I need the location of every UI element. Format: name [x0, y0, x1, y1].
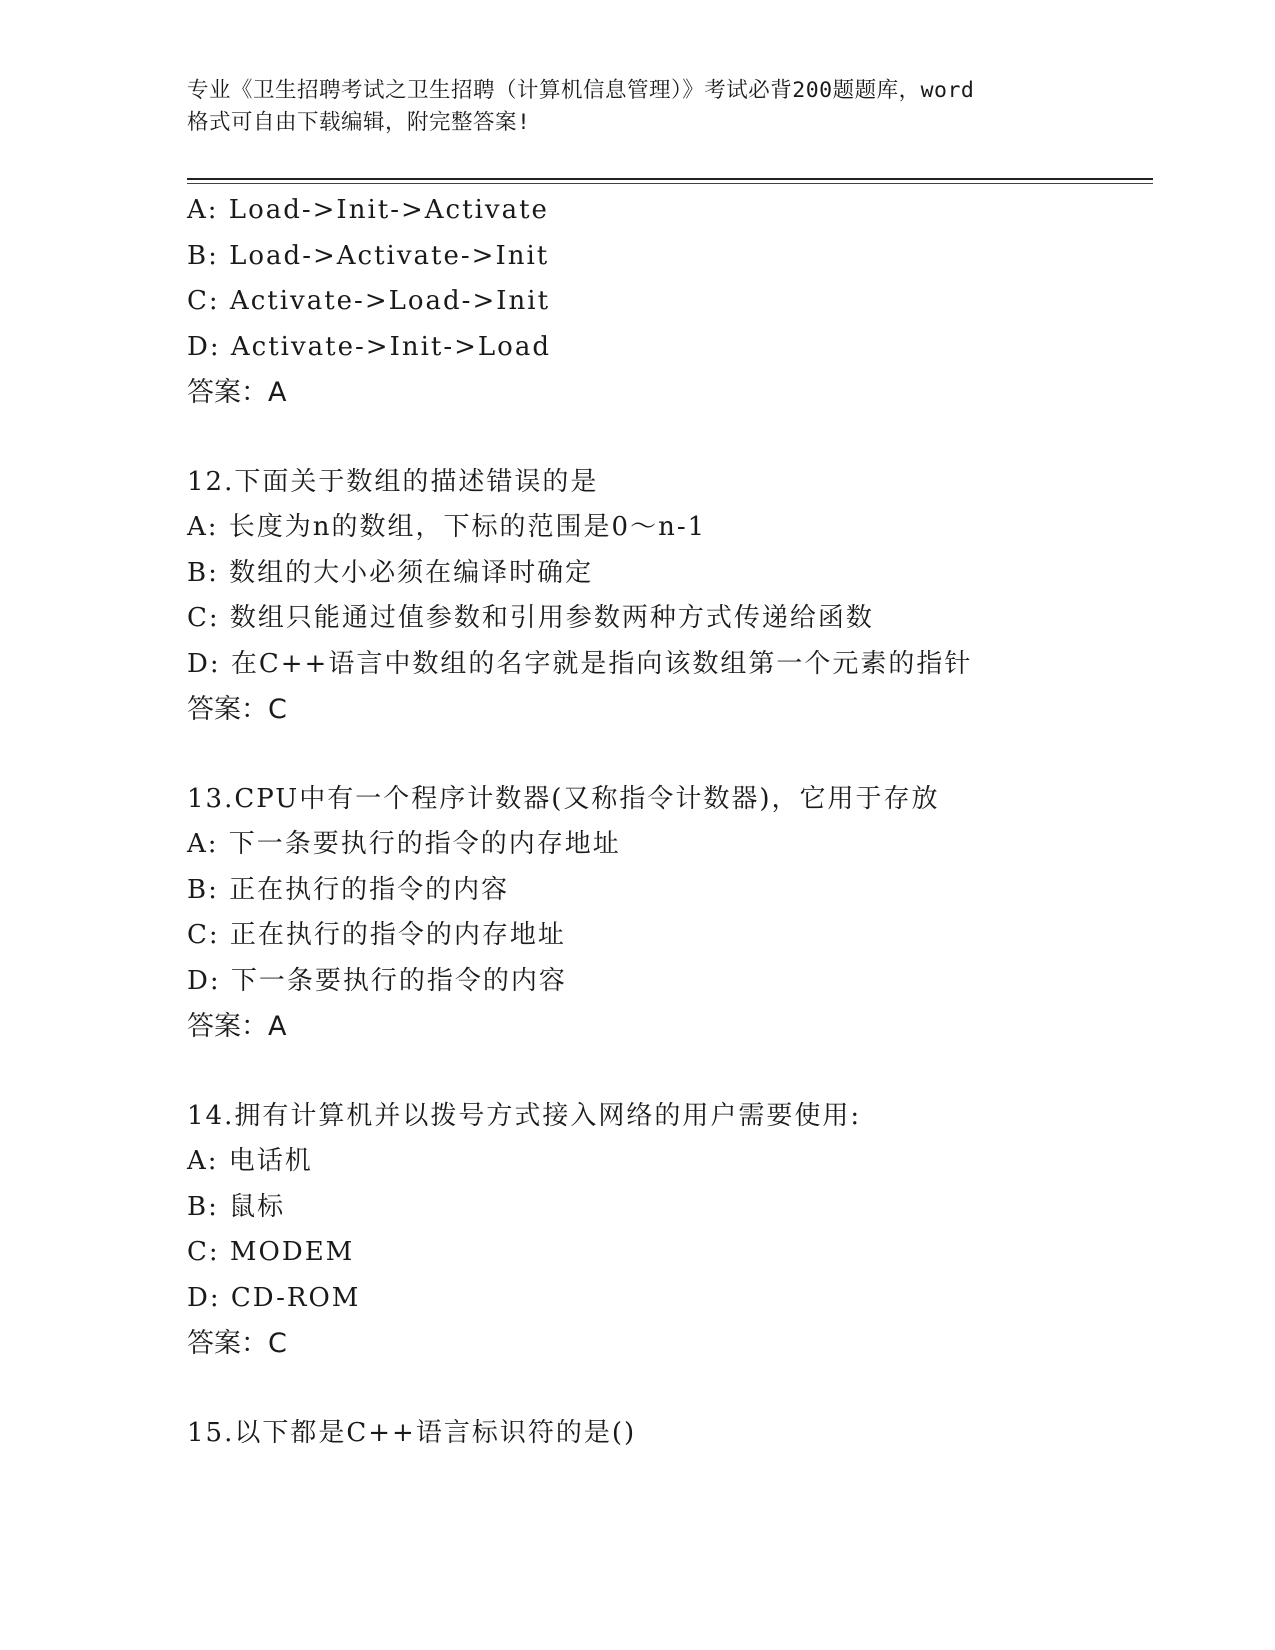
- document-header: [187, 75, 1087, 139]
- spacer: [187, 733, 1187, 777]
- option-d: D: CD-ROM: [187, 1282, 361, 1313]
- option-c: C: MODEM: [187, 1237, 355, 1267]
- answer: 答案：C: [187, 694, 287, 725]
- header-title-line-1: 专业《卫生招聘考试之卫生招聘（计算机信息管理）》考试必背200题题库，word: [187, 78, 975, 103]
- answer: 答案：A: [187, 1011, 287, 1042]
- question-text: 12.下面关于数组的描述错误的是: [187, 466, 599, 497]
- question-text: 13.CPU中有一个程序计数器(又称指令计数器)，它用于存放: [187, 783, 940, 814]
- spacer: [187, 416, 1187, 460]
- option-b: B: 鼠标: [187, 1191, 286, 1222]
- header-title-line-2: 格式可自由下载编辑，附完整答案!: [187, 110, 531, 135]
- question-text: 14.拥有计算机并以拨号方式接入网络的用户需要使用:: [187, 1100, 862, 1131]
- answer: 答案：C: [187, 1328, 287, 1359]
- option-a: A: 电话机: [187, 1146, 313, 1176]
- header-divider-thick: [187, 178, 1153, 180]
- spacer: [187, 1367, 1187, 1411]
- option-c: C: 正在执行的指令的内存地址: [187, 920, 566, 950]
- option-c: C: Activate->Load->Init: [187, 286, 551, 316]
- question-15: [187, 1411, 1187, 1457]
- option-b: B: 数组的大小必须在编译时确定: [187, 557, 594, 588]
- option-c: C: 数组只能通过值参数和引用参数两种方式传递给函数: [187, 603, 874, 633]
- option-b: B: 正在执行的指令的内容: [187, 874, 510, 905]
- option-a: A: 下一条要执行的指令的内存地址: [187, 829, 621, 859]
- question-text: 15.以下都是C++语言标识符的是(): [187, 1417, 637, 1448]
- question-11: [187, 188, 1187, 416]
- option-b: B: Load->Activate->Init: [187, 240, 550, 271]
- option-d: D: 下一条要执行的指令的内容: [187, 965, 567, 996]
- spacer: [187, 1050, 1187, 1094]
- header-divider-thin: [187, 183, 1153, 184]
- option-d: D: 在C++语言中数组的名字就是指向该数组第一个元素的指针: [187, 648, 973, 679]
- option-a: A: 长度为n的数组，下标的范围是0～n-1: [187, 512, 707, 542]
- option-a: A: Load->Init->Activate: [187, 195, 549, 225]
- option-d: D: Activate->Init->Load: [187, 331, 551, 362]
- question-list: [187, 188, 1187, 1456]
- question-13: [187, 777, 1187, 1050]
- answer: 答案：A: [187, 377, 287, 408]
- question-14: [187, 1094, 1187, 1367]
- question-12: [187, 460, 1187, 733]
